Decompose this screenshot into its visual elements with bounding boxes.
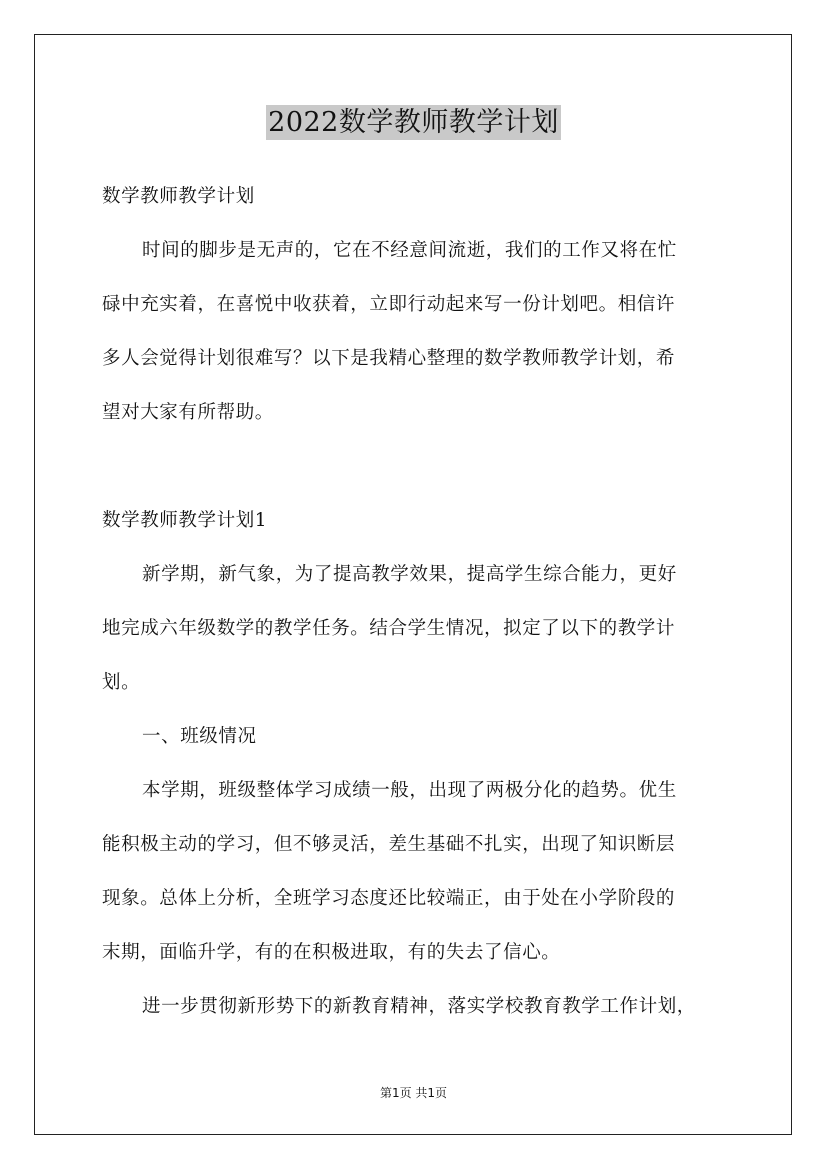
page-footer: 第1页 共1页 [379, 1086, 448, 1100]
paragraph-line: 碌中充实着，在喜悦中收获着，立即行动起来写一份计划吧。相信许 [102, 294, 676, 315]
title-text: 2022数学教师教学计划 [268, 107, 559, 138]
paragraph-line: 末期，面临升学，有的在积极进取，有的失去了信心。 [102, 942, 561, 963]
document-title [0, 100, 827, 139]
section-heading: 数学教师教学计划 [102, 186, 255, 207]
subsection-heading: 一、班级情况 [142, 726, 257, 747]
paragraph-line: 新学期，新气象，为了提高教学效果，提高学生综合能力，更好 [142, 564, 677, 585]
paragraph-line: 进一步贯彻新形势下的新教育精神，落实学校教育教学工作计划， [142, 996, 696, 1017]
paragraph-line: 能积极主动的学习，但不够灵活，差生基础不扎实，出现了知识断层 [102, 834, 676, 855]
paragraph-line: 地完成六年级数学的教学任务。结合学生情况，拟定了以下的教学计 [102, 618, 676, 639]
paragraph-line: 望对大家有所帮助。 [102, 402, 274, 423]
paragraph-line: 多人会觉得计划很难写？以下是我精心整理的数学教师教学计划，希 [102, 348, 676, 369]
paragraph-line: 现象。总体上分析，全班学习态度还比较端正，由于处在小学阶段的 [102, 888, 676, 909]
section-heading: 数学教师教学计划1 [102, 510, 268, 531]
paragraph-line: 本学期，班级整体学习成绩一般，出现了两极分化的趋势。优生 [142, 780, 677, 801]
paragraph-line: 划。 [102, 672, 141, 693]
paragraph-line: 时间的脚步是无声的，它在不经意间流逝，我们的工作又将在忙 [142, 240, 677, 261]
